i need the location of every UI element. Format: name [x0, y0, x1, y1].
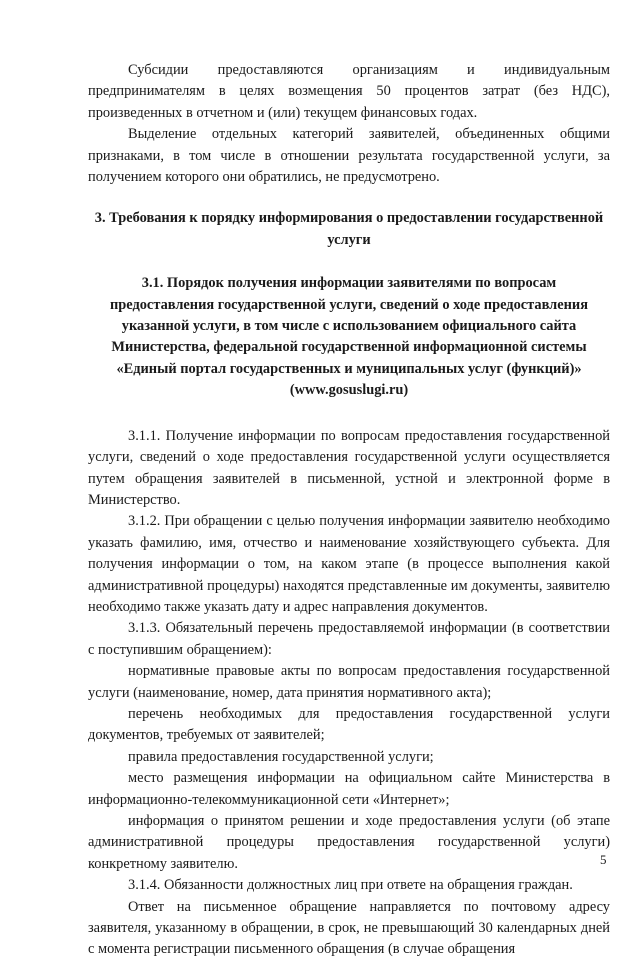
- page-number: 5: [600, 852, 607, 867]
- list-item-documents: перечень необходимых для предоставления государственной услуги документов, требуемых от заявителей;: [88, 705, 610, 744]
- document-page: [88, 60, 610, 961]
- paragraph-3-1-1: 3.1.1. Получение информации по вопросам предоставления государственной услуги, сведений о ходе предоставления государственной услуги осуществляется путем обращения заявителей в письменной, устной и электронной форме в Министерство.: [88, 427, 610, 508]
- paragraph-categories: Выделение отдельных категорий заявителей, объединенных общими признаками, в том числе в отношении результата государственной услуги, за получением которого они обратились, не предусмотрено.: [88, 126, 610, 186]
- list-item-normative-acts: нормативные правовые акты по вопросам предоставления государственной услуги (наименование, номер, дата принятия нормативного акта);: [88, 663, 610, 701]
- list-item-decision-info: информация о принятом решении и ходе предоставления услуги (об этапе административной процедуры предоставления государственной услуги) конкретному заявителю.: [88, 813, 610, 872]
- subsection-heading: 3.1. Порядок получения информации заявителями по вопросам предоставления государственной услуги, сведений о ходе предоставления указанной услуги, в том числе с использованием официального сайта Министерства, федеральной государственной информационной системы «Единый портал государственных и муниципальных услуг (функций)» (www.gosuslugi.ru): [109, 275, 589, 399]
- paragraph-3-1-2: 3.1.2. При обращении с целью получения информации заявителю необходимо указать фамилию, имя, отчество и наименование хозяйствующего субъекта. Для получения информации о том, на каком этапе (в процессе выполнения какой административной процедуры) находятся представленные им документы, заявителю необходимо также указать дату и адрес направления документов.: [88, 513, 610, 615]
- list-item-rules: правила предоставления государственной услуги;: [128, 748, 434, 765]
- paragraph-written-reply: Ответ на письменное обращение направляется по почтовому адресу заявителя, указанному в обращении, в срок, не превышающий 30 календарных дней с момента регистрации письменного обращения (в случае обращения: [88, 898, 610, 958]
- list-item-website: место размещения информации на официальном сайте Министерства в информационно-телекоммуникационной сети «Интернет»;: [88, 770, 610, 808]
- paragraph-subsidies: Субсидии предоставляются организациям и индивидуальным предпринимателям в целях возмещения 50 процентов затрат (без НДС), произведенных в отчетном и (или) текущем финансовых годах.: [88, 62, 610, 121]
- section-heading: 3. Требования к порядку информирования о предоставлении государственной услуги: [94, 210, 604, 248]
- paragraph-3-1-3: 3.1.3. Обязательный перечень предоставляемой информации (в соответствии с поступившим обращением):: [88, 620, 610, 658]
- paragraph-3-1-4: 3.1.4. Обязанности должностных лиц при ответе на обращения граждан.: [128, 877, 573, 894]
